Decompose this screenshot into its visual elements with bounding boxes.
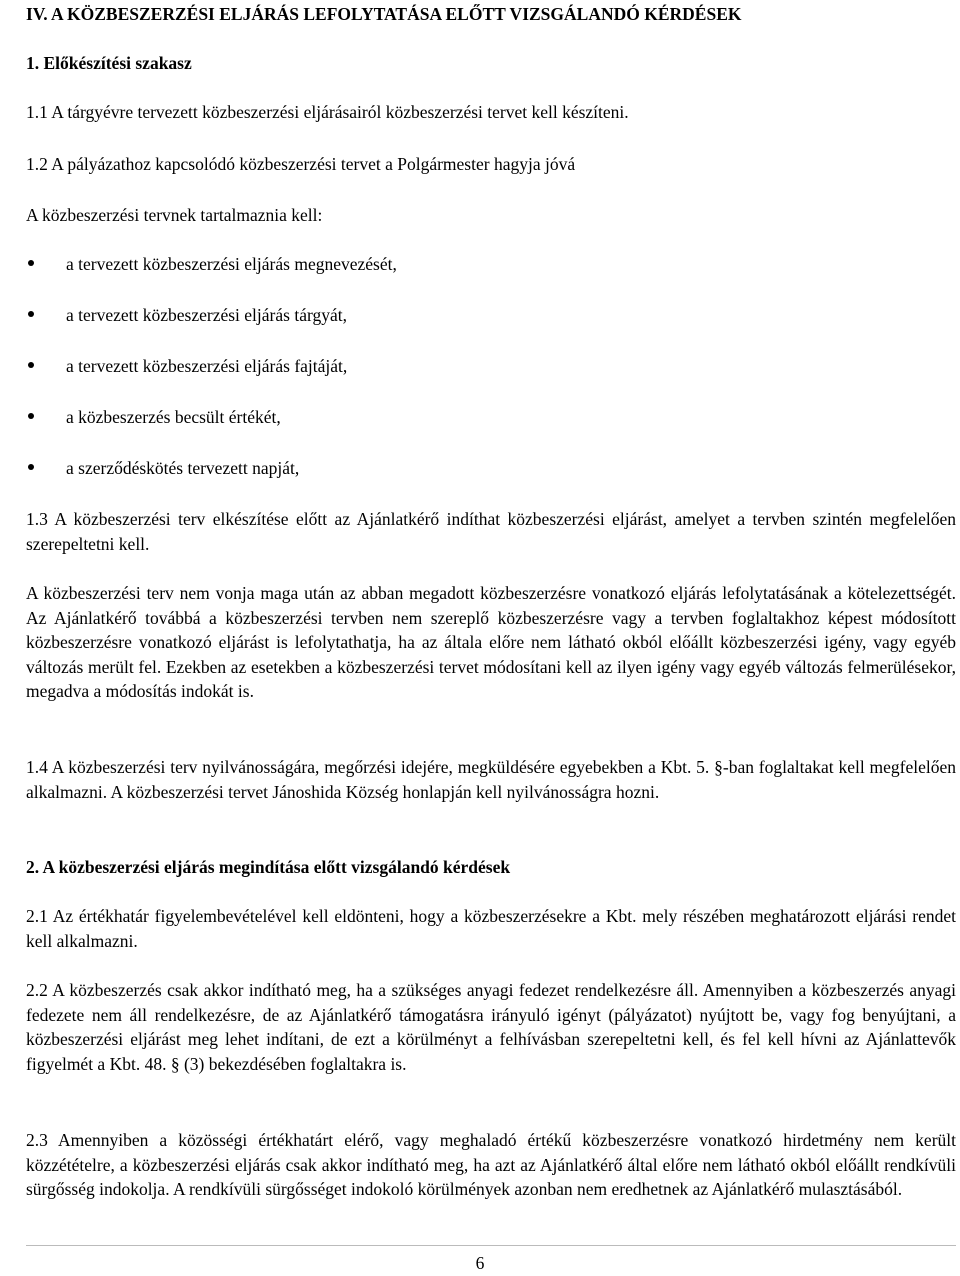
bullet-icon xyxy=(28,311,34,317)
bullet-icon xyxy=(28,362,34,368)
footer-divider xyxy=(26,1245,956,1246)
list-item-text: a tervezett közbeszerzési eljárás tárgyát, xyxy=(66,305,347,325)
heading-preparation-phase: 1. Előkészítési szakasz xyxy=(26,53,192,73)
list-item-text: a szerződéskötés tervezett napját, xyxy=(66,458,300,478)
list-item xyxy=(26,405,726,456)
heading-procedure-launch: 2. A közbeszerzési eljárás megindítása előtt vizsgálandó kérdések xyxy=(26,857,511,877)
paragraph-1-1: 1.1 A tárgyévre tervezett közbeszerzési eljárásairól közbeszerzési tervet kell készíteni. xyxy=(26,102,629,122)
paragraph-1-3-continued: A közbeszerzési terv nem vonja maga után az abban megadott közbeszerzésre vonatkozó eljárás lefolytatásának a kötelezettségét. Az Ajánlatkérő továbbá a közbeszerzési tervben nem szereplő közbeszerzésre vagy a tervben foglaltakhoz képest módosított közbeszerzésre vonatkozó eljárást is lefolytathatja, ha az általa előre nem látható okból előállt közbeszerzési igény, vagy egyéb változás merült fel. Ezekben az esetekben a közbeszerzési tervet módosítani kell az ilyen igény vagy egyéb változás felmerülésekor, megadva a módosítás indokát is. xyxy=(26,583,956,701)
section-title: IV. A KÖZBESZERZÉSI ELJÁRÁS LEFOLYTATÁSA ELŐTT VIZSGÁLANDÓ KÉRDÉSEK xyxy=(26,4,742,24)
list-item xyxy=(26,354,726,405)
list-item-text: a tervezett közbeszerzési eljárás megnevezését, xyxy=(66,254,397,274)
bullet-icon xyxy=(28,464,34,470)
page-number: 6 xyxy=(475,1253,485,1273)
paragraph-1-3: 1.3 A közbeszerzési terv elkészítése előtt az Ajánlatkérő indíthat közbeszerzési eljárást, amelyet a tervben szintén megfelelően szerepeltetni kell. xyxy=(26,509,956,554)
bullet-icon xyxy=(28,413,34,419)
paragraph-2-1: 2.1 Az értékhatár figyelembevételével kell eldönteni, hogy a közbeszerzésekre a Kbt. mely részében meghatározott eljárási rendet kell alkalmazni. xyxy=(26,906,956,951)
paragraph-2-3: 2.3 Amennyiben a közösségi értékhatárt elérő, vagy meghaladó értékű közbeszerzésre vonatkozó hirdetmény nem került közzétételre, a közbeszerzési eljárás csak akkor indítható meg, ha azt az Ajánlatkérő által előre nem látható okból előállt rendkívüli sürgősség indokolja. A rendkívüli sürgősséget indokoló körülmények azonban nem eredhetnek az Ajánlatkérő mulasztásából. xyxy=(26,1130,956,1199)
list-item-text: a tervezett közbeszerzési eljárás fajtáját, xyxy=(66,356,348,376)
list-item xyxy=(26,252,726,303)
list-item xyxy=(26,303,726,354)
plan-contents-intro: A közbeszerzési tervnek tartalmaznia kell: xyxy=(26,205,323,225)
list-item xyxy=(26,456,726,507)
paragraph-2-2: 2.2 A közbeszerzés csak akkor indítható meg, ha a szükséges anyagi fedezet rendelkezésre áll. Amennyiben a közbeszerzés anyagi fedezete nem áll rendelkezésre, de az Ajánlatkérő támogatásra irányuló igényt (pályázatot) nyújtott be, vagy fog benyújtani, a közbeszerzési eljárást meg lehet indítani, de ezt a körülményt a felhívásban szerepeltetni kell, és fel kell hívni az Ajánlattevők figyelmét a Kbt. 48. § (3) bekezdésében foglaltakra is. xyxy=(26,980,956,1074)
paragraph-1-2: 1.2 A pályázathoz kapcsolódó közbeszerzési tervet a Polgármester hagyja jóvá xyxy=(26,154,576,174)
paragraph-1-4: 1.4 A közbeszerzési terv nyilvánosságára, megőrzési idejére, megküldésére egyebekben a Kbt. 5. §-ban foglaltakat kell megfelelően alkalmazni. A közbeszerzési tervet Jánoshida Község honlapján kell nyilvánosságra hozni. xyxy=(26,757,956,802)
plan-contents-list xyxy=(26,252,726,507)
bullet-icon xyxy=(28,260,34,266)
list-item-text: a közbeszerzés becsült értékét, xyxy=(66,407,281,427)
